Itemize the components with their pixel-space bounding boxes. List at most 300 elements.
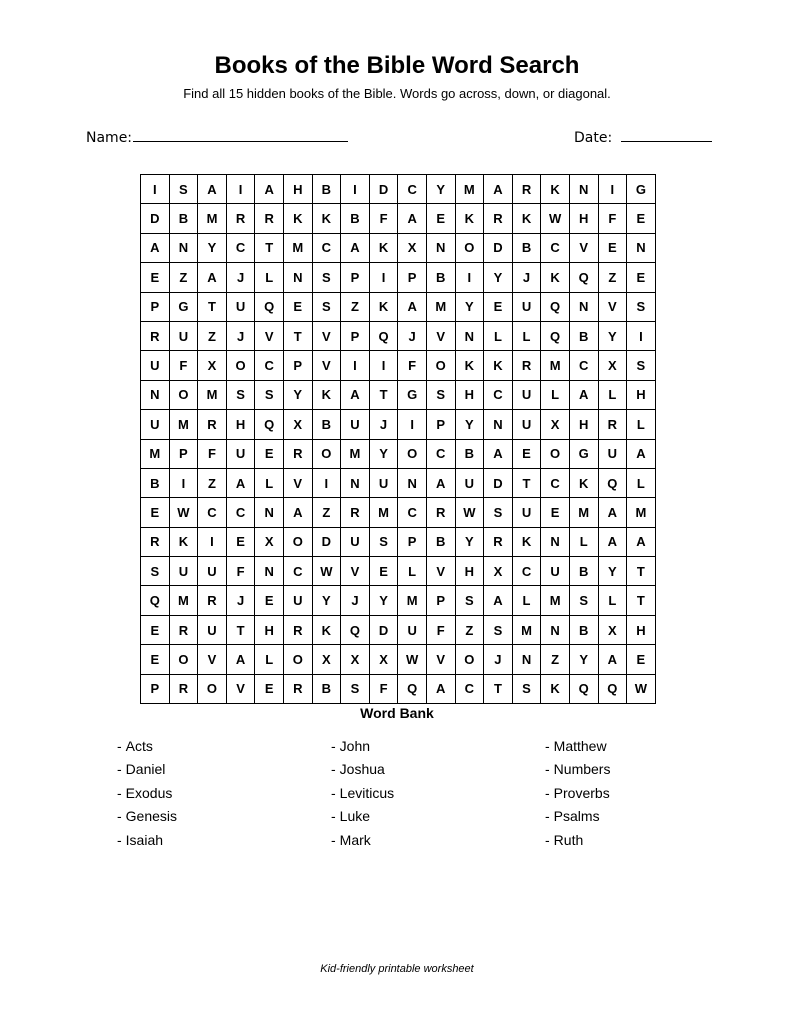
grid-cell[interactable]: T: [484, 674, 513, 703]
grid-cell[interactable]: Y: [569, 645, 598, 674]
grid-cell[interactable]: C: [541, 468, 570, 497]
grid-cell[interactable]: B: [312, 674, 341, 703]
grid-cell[interactable]: A: [198, 263, 227, 292]
grid-cell[interactable]: Z: [198, 468, 227, 497]
grid-cell[interactable]: M: [169, 410, 198, 439]
grid-cell[interactable]: N: [455, 321, 484, 350]
grid-cell[interactable]: K: [312, 380, 341, 409]
grid-cell[interactable]: O: [169, 645, 198, 674]
grid-cell[interactable]: Q: [598, 468, 627, 497]
grid-cell[interactable]: X: [255, 527, 284, 556]
grid-cell[interactable]: B: [455, 439, 484, 468]
grid-cell[interactable]: O: [541, 439, 570, 468]
grid-cell[interactable]: P: [283, 351, 312, 380]
grid-cell[interactable]: C: [426, 439, 455, 468]
grid-cell[interactable]: U: [341, 527, 370, 556]
grid-cell[interactable]: M: [426, 292, 455, 321]
grid-cell[interactable]: V: [426, 557, 455, 586]
grid-cell[interactable]: C: [569, 351, 598, 380]
grid-cell[interactable]: A: [398, 204, 427, 233]
grid-cell[interactable]: V: [426, 321, 455, 350]
grid-cell[interactable]: K: [484, 351, 513, 380]
grid-cell[interactable]: U: [512, 380, 541, 409]
grid-cell[interactable]: R: [283, 615, 312, 644]
grid-cell[interactable]: X: [341, 645, 370, 674]
grid-cell[interactable]: E: [141, 498, 170, 527]
grid-cell[interactable]: M: [198, 380, 227, 409]
grid-cell[interactable]: D: [312, 527, 341, 556]
grid-cell[interactable]: A: [627, 439, 656, 468]
grid-cell[interactable]: N: [169, 233, 198, 262]
grid-cell[interactable]: R: [341, 498, 370, 527]
grid-cell[interactable]: Y: [198, 233, 227, 262]
grid-cell[interactable]: A: [341, 380, 370, 409]
grid-cell[interactable]: Q: [141, 586, 170, 615]
grid-cell[interactable]: K: [283, 204, 312, 233]
grid-cell[interactable]: P: [426, 410, 455, 439]
grid-cell[interactable]: A: [198, 175, 227, 204]
grid-cell[interactable]: H: [627, 380, 656, 409]
grid-cell[interactable]: T: [627, 586, 656, 615]
grid-cell[interactable]: G: [569, 439, 598, 468]
grid-cell[interactable]: X: [283, 410, 312, 439]
grid-cell[interactable]: M: [283, 233, 312, 262]
grid-cell[interactable]: H: [226, 410, 255, 439]
grid-cell[interactable]: P: [341, 321, 370, 350]
grid-cell[interactable]: H: [455, 557, 484, 586]
grid-cell[interactable]: K: [512, 204, 541, 233]
grid-cell[interactable]: W: [455, 498, 484, 527]
grid-cell[interactable]: I: [198, 527, 227, 556]
grid-cell[interactable]: K: [512, 527, 541, 556]
grid-cell[interactable]: E: [598, 233, 627, 262]
grid-cell[interactable]: C: [398, 498, 427, 527]
grid-cell[interactable]: P: [169, 439, 198, 468]
grid-cell[interactable]: J: [226, 586, 255, 615]
grid-cell[interactable]: S: [569, 586, 598, 615]
grid-cell[interactable]: M: [541, 351, 570, 380]
grid-cell[interactable]: R: [141, 527, 170, 556]
grid-cell[interactable]: B: [141, 468, 170, 497]
grid-cell[interactable]: X: [398, 233, 427, 262]
grid-cell[interactable]: I: [226, 175, 255, 204]
grid-cell[interactable]: D: [369, 175, 398, 204]
grid-cell[interactable]: U: [541, 557, 570, 586]
grid-cell[interactable]: L: [541, 380, 570, 409]
grid-cell[interactable]: Z: [341, 292, 370, 321]
grid-cell[interactable]: Z: [198, 321, 227, 350]
grid-cell[interactable]: R: [426, 498, 455, 527]
grid-cell[interactable]: K: [541, 674, 570, 703]
grid-cell[interactable]: R: [484, 204, 513, 233]
grid-cell[interactable]: U: [198, 557, 227, 586]
grid-cell[interactable]: S: [255, 380, 284, 409]
grid-cell[interactable]: L: [512, 586, 541, 615]
grid-cell[interactable]: L: [512, 321, 541, 350]
grid-cell[interactable]: L: [255, 263, 284, 292]
grid-cell[interactable]: Y: [598, 557, 627, 586]
grid-cell[interactable]: V: [598, 292, 627, 321]
grid-cell[interactable]: U: [283, 586, 312, 615]
grid-cell[interactable]: C: [398, 175, 427, 204]
grid-cell[interactable]: A: [598, 498, 627, 527]
grid-cell[interactable]: Q: [598, 674, 627, 703]
grid-cell[interactable]: I: [169, 468, 198, 497]
grid-cell[interactable]: Z: [312, 498, 341, 527]
grid-cell[interactable]: S: [169, 175, 198, 204]
grid-cell[interactable]: Y: [369, 439, 398, 468]
grid-cell[interactable]: L: [255, 645, 284, 674]
grid-cell[interactable]: U: [169, 557, 198, 586]
grid-cell[interactable]: R: [169, 674, 198, 703]
grid-cell[interactable]: N: [255, 498, 284, 527]
grid-cell[interactable]: R: [169, 615, 198, 644]
grid-cell[interactable]: C: [283, 557, 312, 586]
grid-cell[interactable]: Q: [398, 674, 427, 703]
grid-cell[interactable]: N: [512, 645, 541, 674]
grid-cell[interactable]: E: [512, 439, 541, 468]
grid-cell[interactable]: S: [455, 586, 484, 615]
grid-cell[interactable]: H: [627, 615, 656, 644]
grid-cell[interactable]: D: [484, 233, 513, 262]
grid-cell[interactable]: E: [141, 615, 170, 644]
grid-cell[interactable]: R: [226, 204, 255, 233]
grid-cell[interactable]: Y: [455, 410, 484, 439]
grid-cell[interactable]: U: [198, 615, 227, 644]
grid-cell[interactable]: W: [312, 557, 341, 586]
grid-cell[interactable]: B: [426, 263, 455, 292]
grid-cell[interactable]: F: [169, 351, 198, 380]
grid-cell[interactable]: H: [455, 380, 484, 409]
grid-cell[interactable]: E: [141, 645, 170, 674]
grid-cell[interactable]: E: [426, 204, 455, 233]
grid-cell[interactable]: I: [369, 263, 398, 292]
grid-cell[interactable]: T: [255, 233, 284, 262]
grid-cell[interactable]: N: [541, 615, 570, 644]
grid-cell[interactable]: F: [598, 204, 627, 233]
grid-cell[interactable]: U: [369, 468, 398, 497]
grid-cell[interactable]: M: [455, 175, 484, 204]
grid-cell[interactable]: C: [484, 380, 513, 409]
name-field-line[interactable]: [133, 141, 348, 142]
grid-cell[interactable]: T: [627, 557, 656, 586]
grid-cell[interactable]: V: [312, 351, 341, 380]
grid-cell[interactable]: B: [169, 204, 198, 233]
grid-cell[interactable]: U: [512, 410, 541, 439]
grid-cell[interactable]: U: [512, 498, 541, 527]
grid-cell[interactable]: N: [398, 468, 427, 497]
grid-cell[interactable]: X: [484, 557, 513, 586]
grid-cell[interactable]: K: [369, 233, 398, 262]
grid-cell[interactable]: A: [426, 674, 455, 703]
grid-cell[interactable]: A: [484, 439, 513, 468]
grid-cell[interactable]: P: [426, 586, 455, 615]
grid-cell[interactable]: I: [341, 175, 370, 204]
grid-cell[interactable]: M: [198, 204, 227, 233]
grid-cell[interactable]: Z: [598, 263, 627, 292]
grid-cell[interactable]: Q: [541, 321, 570, 350]
grid-cell[interactable]: F: [369, 204, 398, 233]
grid-cell[interactable]: O: [426, 351, 455, 380]
grid-cell[interactable]: E: [484, 292, 513, 321]
grid-cell[interactable]: F: [198, 439, 227, 468]
grid-cell[interactable]: J: [226, 263, 255, 292]
grid-cell[interactable]: S: [512, 674, 541, 703]
grid-cell[interactable]: S: [627, 351, 656, 380]
grid-cell[interactable]: A: [426, 468, 455, 497]
grid-cell[interactable]: Q: [369, 321, 398, 350]
grid-cell[interactable]: V: [426, 645, 455, 674]
grid-cell[interactable]: A: [226, 645, 255, 674]
grid-cell[interactable]: U: [226, 292, 255, 321]
grid-cell[interactable]: C: [226, 498, 255, 527]
grid-cell[interactable]: W: [541, 204, 570, 233]
date-field-line[interactable]: [621, 141, 712, 142]
grid-cell[interactable]: C: [226, 233, 255, 262]
grid-cell[interactable]: L: [627, 468, 656, 497]
grid-cell[interactable]: J: [484, 645, 513, 674]
grid-cell[interactable]: I: [369, 351, 398, 380]
grid-cell[interactable]: C: [512, 557, 541, 586]
grid-cell[interactable]: A: [484, 586, 513, 615]
grid-cell[interactable]: Y: [598, 321, 627, 350]
grid-cell[interactable]: R: [283, 439, 312, 468]
grid-cell[interactable]: N: [541, 527, 570, 556]
grid-cell[interactable]: Y: [455, 292, 484, 321]
grid-cell[interactable]: Y: [426, 175, 455, 204]
grid-cell[interactable]: H: [283, 175, 312, 204]
grid-cell[interactable]: X: [369, 645, 398, 674]
grid-cell[interactable]: L: [627, 410, 656, 439]
grid-cell[interactable]: D: [141, 204, 170, 233]
grid-cell[interactable]: B: [569, 321, 598, 350]
grid-cell[interactable]: A: [598, 527, 627, 556]
grid-cell[interactable]: W: [169, 498, 198, 527]
grid-cell[interactable]: O: [398, 439, 427, 468]
grid-cell[interactable]: Q: [541, 292, 570, 321]
grid-cell[interactable]: Y: [455, 527, 484, 556]
grid-cell[interactable]: S: [312, 263, 341, 292]
grid-cell[interactable]: R: [198, 586, 227, 615]
grid-cell[interactable]: O: [455, 645, 484, 674]
grid-cell[interactable]: L: [569, 527, 598, 556]
grid-cell[interactable]: Q: [255, 292, 284, 321]
grid-cell[interactable]: R: [283, 674, 312, 703]
grid-cell[interactable]: I: [598, 175, 627, 204]
grid-cell[interactable]: H: [255, 615, 284, 644]
grid-cell[interactable]: K: [455, 204, 484, 233]
grid-cell[interactable]: X: [198, 351, 227, 380]
grid-cell[interactable]: M: [398, 586, 427, 615]
grid-cell[interactable]: E: [141, 263, 170, 292]
grid-cell[interactable]: S: [226, 380, 255, 409]
grid-cell[interactable]: E: [541, 498, 570, 527]
grid-cell[interactable]: R: [255, 204, 284, 233]
grid-cell[interactable]: A: [255, 175, 284, 204]
grid-cell[interactable]: N: [569, 175, 598, 204]
grid-cell[interactable]: O: [283, 527, 312, 556]
grid-cell[interactable]: Z: [455, 615, 484, 644]
grid-cell[interactable]: W: [627, 674, 656, 703]
grid-cell[interactable]: U: [398, 615, 427, 644]
grid-cell[interactable]: C: [255, 351, 284, 380]
grid-cell[interactable]: N: [426, 233, 455, 262]
grid-cell[interactable]: S: [312, 292, 341, 321]
grid-cell[interactable]: M: [541, 586, 570, 615]
grid-cell[interactable]: I: [312, 468, 341, 497]
grid-cell[interactable]: S: [484, 615, 513, 644]
grid-cell[interactable]: R: [141, 321, 170, 350]
grid-cell[interactable]: V: [312, 321, 341, 350]
grid-cell[interactable]: E: [283, 292, 312, 321]
grid-cell[interactable]: O: [226, 351, 255, 380]
grid-cell[interactable]: B: [569, 615, 598, 644]
grid-cell[interactable]: S: [426, 380, 455, 409]
grid-cell[interactable]: Z: [541, 645, 570, 674]
grid-cell[interactable]: C: [198, 498, 227, 527]
grid-cell[interactable]: X: [598, 615, 627, 644]
grid-cell[interactable]: N: [484, 410, 513, 439]
grid-cell[interactable]: Q: [569, 263, 598, 292]
grid-cell[interactable]: W: [398, 645, 427, 674]
grid-cell[interactable]: F: [226, 557, 255, 586]
grid-cell[interactable]: S: [484, 498, 513, 527]
grid-cell[interactable]: A: [484, 175, 513, 204]
grid-cell[interactable]: J: [226, 321, 255, 350]
grid-cell[interactable]: O: [198, 674, 227, 703]
grid-cell[interactable]: Y: [369, 586, 398, 615]
grid-cell[interactable]: I: [141, 175, 170, 204]
grid-cell[interactable]: G: [169, 292, 198, 321]
grid-cell[interactable]: O: [312, 439, 341, 468]
grid-cell[interactable]: U: [141, 410, 170, 439]
grid-cell[interactable]: K: [541, 175, 570, 204]
grid-cell[interactable]: A: [398, 292, 427, 321]
grid-cell[interactable]: E: [226, 527, 255, 556]
grid-cell[interactable]: A: [341, 233, 370, 262]
grid-cell[interactable]: K: [369, 292, 398, 321]
grid-cell[interactable]: Z: [169, 263, 198, 292]
grid-cell[interactable]: N: [569, 292, 598, 321]
grid-cell[interactable]: P: [141, 292, 170, 321]
grid-cell[interactable]: X: [312, 645, 341, 674]
grid-cell[interactable]: J: [398, 321, 427, 350]
grid-cell[interactable]: K: [569, 468, 598, 497]
grid-cell[interactable]: R: [598, 410, 627, 439]
grid-cell[interactable]: J: [512, 263, 541, 292]
grid-cell[interactable]: G: [627, 175, 656, 204]
grid-cell[interactable]: B: [312, 410, 341, 439]
grid-cell[interactable]: O: [169, 380, 198, 409]
grid-cell[interactable]: M: [627, 498, 656, 527]
grid-cell[interactable]: T: [226, 615, 255, 644]
grid-cell[interactable]: Y: [283, 380, 312, 409]
grid-cell[interactable]: E: [255, 586, 284, 615]
grid-cell[interactable]: M: [141, 439, 170, 468]
grid-cell[interactable]: A: [226, 468, 255, 497]
grid-cell[interactable]: K: [169, 527, 198, 556]
grid-cell[interactable]: C: [541, 233, 570, 262]
grid-cell[interactable]: Y: [484, 263, 513, 292]
grid-cell[interactable]: V: [569, 233, 598, 262]
grid-cell[interactable]: V: [226, 674, 255, 703]
grid-cell[interactable]: N: [341, 468, 370, 497]
grid-cell[interactable]: U: [512, 292, 541, 321]
grid-cell[interactable]: R: [512, 175, 541, 204]
grid-cell[interactable]: E: [627, 204, 656, 233]
grid-cell[interactable]: K: [312, 615, 341, 644]
grid-cell[interactable]: T: [198, 292, 227, 321]
grid-cell[interactable]: B: [312, 175, 341, 204]
grid-cell[interactable]: L: [484, 321, 513, 350]
grid-cell[interactable]: V: [255, 321, 284, 350]
grid-cell[interactable]: B: [512, 233, 541, 262]
grid-cell[interactable]: A: [627, 527, 656, 556]
grid-cell[interactable]: F: [398, 351, 427, 380]
grid-cell[interactable]: U: [341, 410, 370, 439]
grid-cell[interactable]: Q: [255, 410, 284, 439]
grid-cell[interactable]: E: [255, 439, 284, 468]
grid-cell[interactable]: L: [398, 557, 427, 586]
grid-cell[interactable]: U: [455, 468, 484, 497]
grid-cell[interactable]: Q: [569, 674, 598, 703]
grid-cell[interactable]: F: [426, 615, 455, 644]
grid-cell[interactable]: D: [484, 468, 513, 497]
grid-cell[interactable]: D: [369, 615, 398, 644]
grid-cell[interactable]: T: [369, 380, 398, 409]
grid-cell[interactable]: M: [341, 439, 370, 468]
grid-cell[interactable]: K: [455, 351, 484, 380]
grid-cell[interactable]: L: [598, 380, 627, 409]
grid-cell[interactable]: M: [169, 586, 198, 615]
grid-cell[interactable]: L: [255, 468, 284, 497]
grid-cell[interactable]: T: [512, 468, 541, 497]
grid-cell[interactable]: X: [598, 351, 627, 380]
grid-cell[interactable]: R: [198, 410, 227, 439]
grid-cell[interactable]: B: [341, 204, 370, 233]
grid-cell[interactable]: X: [541, 410, 570, 439]
grid-cell[interactable]: A: [141, 233, 170, 262]
grid-cell[interactable]: A: [598, 645, 627, 674]
grid-cell[interactable]: Q: [341, 615, 370, 644]
grid-cell[interactable]: U: [141, 351, 170, 380]
grid-cell[interactable]: U: [169, 321, 198, 350]
grid-cell[interactable]: B: [426, 527, 455, 556]
grid-cell[interactable]: R: [512, 351, 541, 380]
grid-cell[interactable]: P: [341, 263, 370, 292]
grid-cell[interactable]: L: [598, 586, 627, 615]
grid-cell[interactable]: E: [255, 674, 284, 703]
grid-cell[interactable]: V: [283, 468, 312, 497]
grid-cell[interactable]: N: [627, 233, 656, 262]
grid-cell[interactable]: J: [369, 410, 398, 439]
grid-cell[interactable]: O: [283, 645, 312, 674]
grid-cell[interactable]: K: [312, 204, 341, 233]
grid-cell[interactable]: Y: [312, 586, 341, 615]
grid-cell[interactable]: N: [255, 557, 284, 586]
grid-cell[interactable]: U: [226, 439, 255, 468]
grid-cell[interactable]: M: [369, 498, 398, 527]
grid-cell[interactable]: E: [627, 645, 656, 674]
grid-cell[interactable]: P: [398, 263, 427, 292]
grid-cell[interactable]: S: [141, 557, 170, 586]
grid-cell[interactable]: K: [541, 263, 570, 292]
grid-cell[interactable]: U: [598, 439, 627, 468]
grid-cell[interactable]: S: [369, 527, 398, 556]
grid-cell[interactable]: O: [455, 233, 484, 262]
grid-cell[interactable]: I: [627, 321, 656, 350]
grid-cell[interactable]: V: [341, 557, 370, 586]
